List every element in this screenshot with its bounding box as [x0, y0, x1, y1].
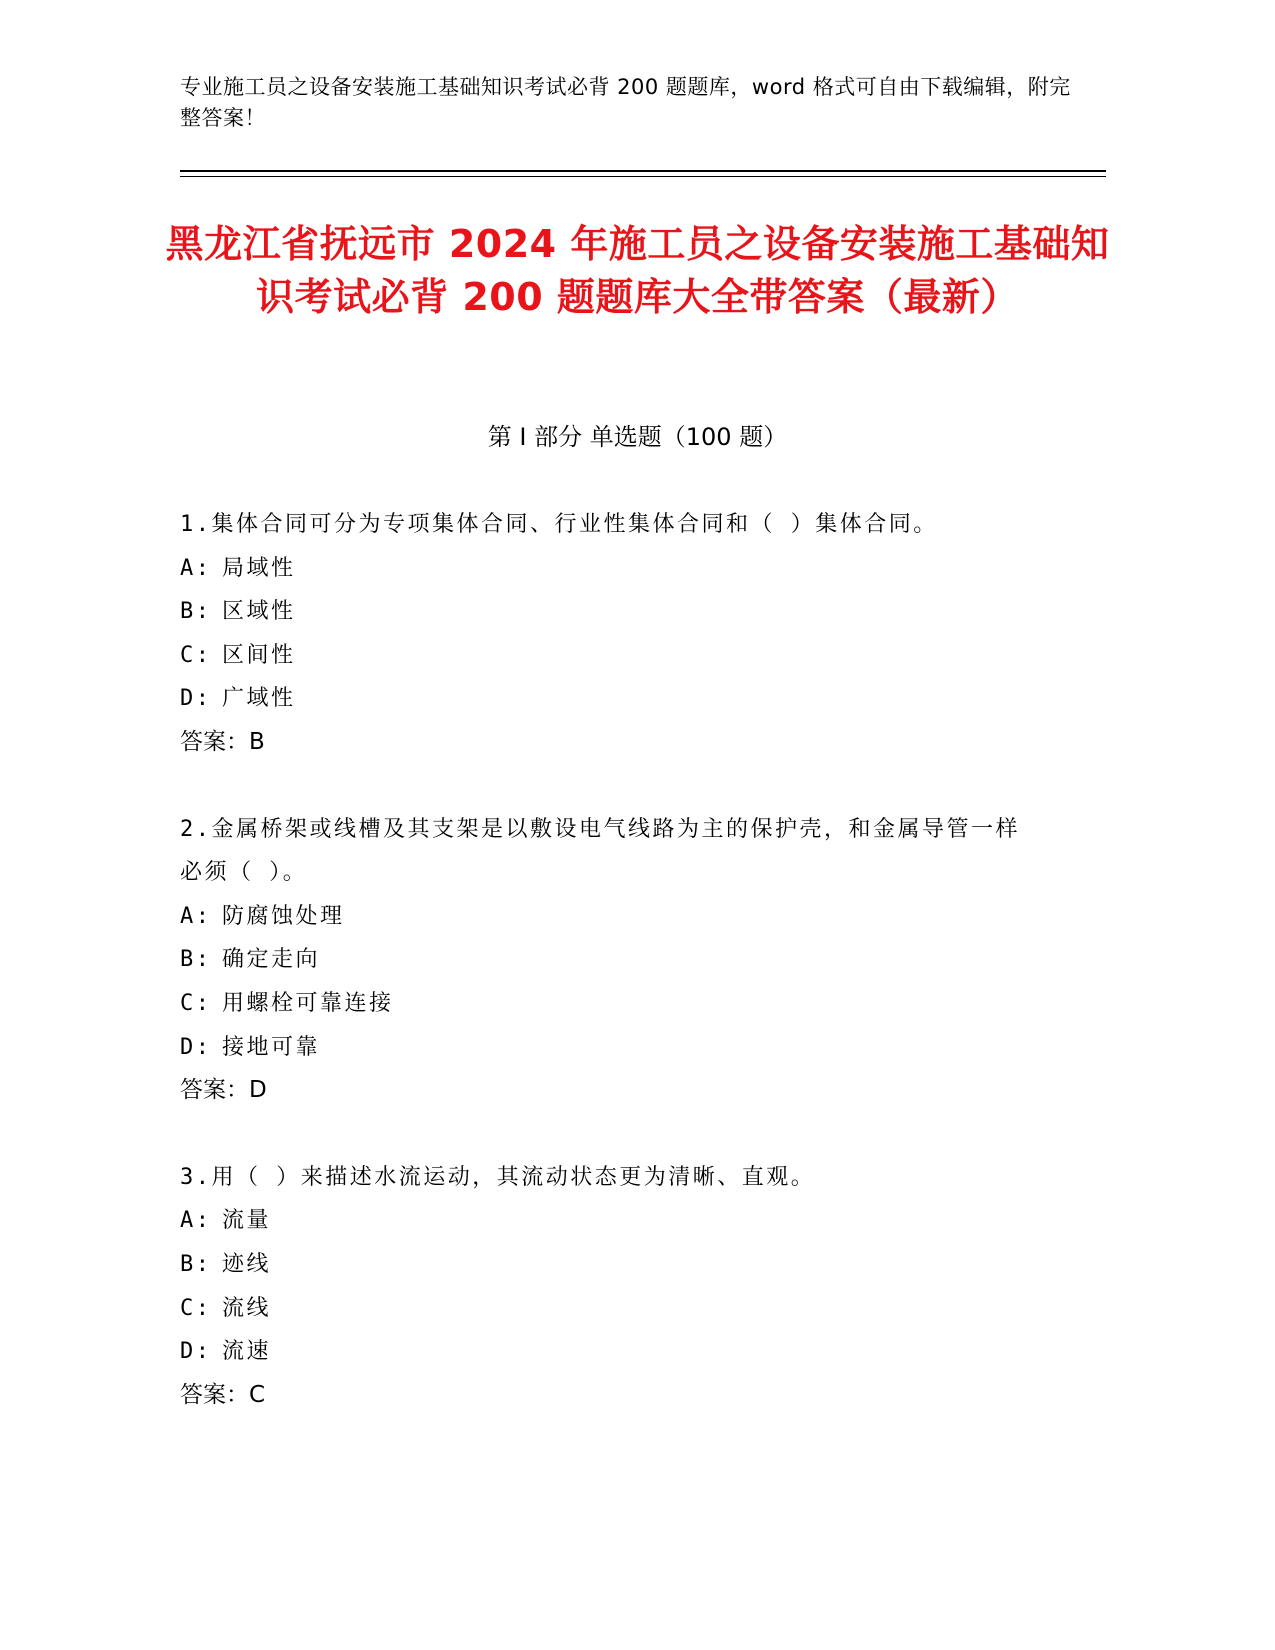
header-divider-thick [180, 170, 1106, 172]
option-d [180, 677, 1040, 721]
question-stem: 2.金属桥架或线槽及其支架是以敷设电气线路为主的保护壳，和金属导管一样必须（ ）。 [180, 816, 1020, 886]
option-text: 用螺栓可靠连接 [222, 990, 394, 1016]
option-text: 区间性 [222, 642, 296, 668]
header-divider-thin [180, 176, 1106, 177]
option-text: 防腐蚀处理 [222, 903, 345, 929]
option-letter: D: [180, 1034, 212, 1060]
option-a [180, 895, 1040, 939]
option-letter: D: [180, 1339, 212, 1365]
answer-line: 答案：D [180, 1077, 267, 1104]
option-text: 接地可靠 [222, 1034, 321, 1060]
option-text: 局域性 [222, 555, 296, 581]
option-letter: C: [180, 1295, 212, 1321]
section-title: 第 I 部分 单选题（100 题） [487, 423, 788, 451]
option-letter: D: [180, 686, 212, 712]
option-text: 确定走向 [222, 947, 321, 973]
option-c [180, 1287, 1040, 1331]
question-3 [180, 1156, 1040, 1418]
option-b [180, 938, 1040, 982]
option-letter: C: [180, 642, 212, 668]
header-note: 专业施工员之设备安装施工基础知识考试必背 200 题题库，word 格式可自由下载编辑，附完整答案！ [180, 75, 1071, 130]
option-a [180, 1199, 1040, 1243]
answer-line: 答案：B [180, 728, 265, 755]
option-letter: A: [180, 555, 212, 581]
option-letter: A: [180, 903, 212, 929]
option-letter: B: [180, 947, 212, 973]
document-title: 黑龙江省抚远市 2024 年施工员之设备安装施工基础知识考试必背 200 题题库大全带答案（最新） [165, 222, 1110, 319]
option-text: 区域性 [222, 599, 296, 625]
question-list [180, 503, 1040, 1460]
question-1 [180, 503, 1040, 765]
option-c [180, 982, 1040, 1026]
option-letter: B: [180, 1251, 212, 1277]
option-letter: A: [180, 1208, 212, 1234]
option-b [180, 590, 1040, 634]
question-2 [180, 808, 1040, 1113]
option-a [180, 547, 1040, 591]
option-text: 流量 [222, 1208, 272, 1234]
option-d [180, 1330, 1040, 1374]
answer-line: 答案：C [180, 1381, 266, 1408]
option-text: 流线 [222, 1295, 272, 1321]
option-text: 流速 [222, 1339, 272, 1365]
option-d [180, 1026, 1040, 1070]
option-letter: C: [180, 990, 212, 1016]
option-text: 广域性 [222, 686, 296, 712]
option-text: 迹线 [222, 1251, 272, 1277]
question-stem: 1.集体合同可分为专项集体合同、行业性集体合同和（ ）集体合同。 [180, 512, 938, 537]
question-stem: 3.用（ ）来描述水流运动，其流动状态更为清晰、直观。 [180, 1164, 816, 1190]
option-b [180, 1243, 1040, 1287]
option-c [180, 634, 1040, 678]
option-letter: B: [180, 599, 212, 625]
